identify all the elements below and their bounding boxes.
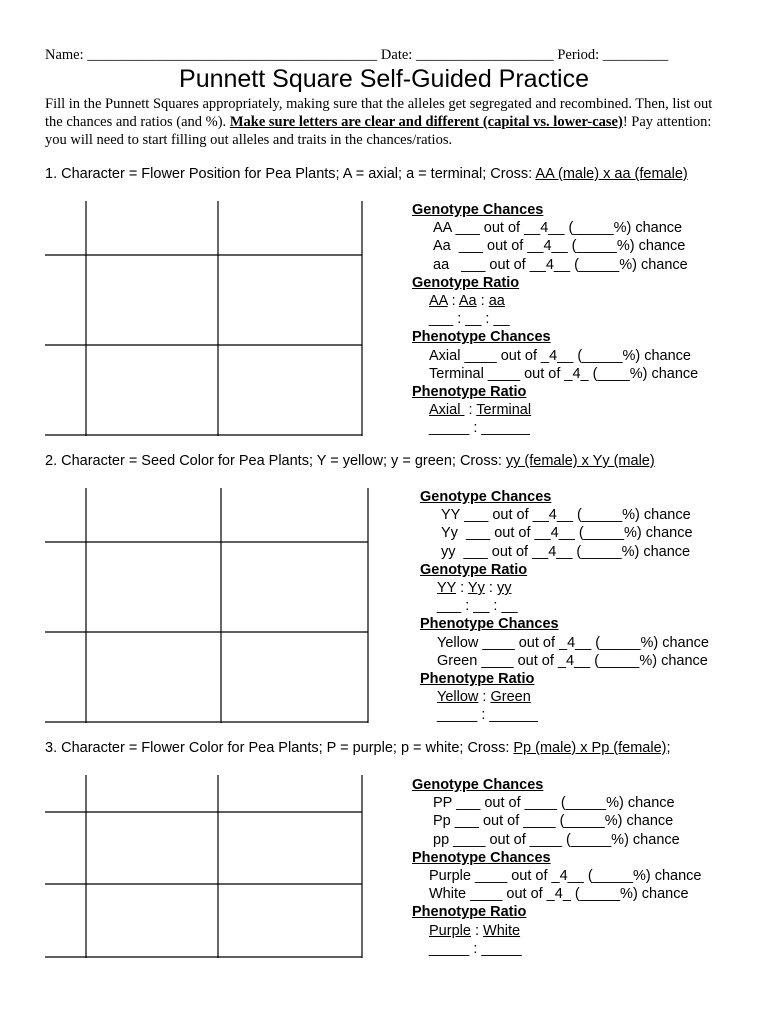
punnett-square-2[interactable]: [44, 487, 370, 725]
phenotype-ratio-labels: Yellow : Green: [437, 689, 531, 706]
phenotype-ratio-labels: Purple : White: [429, 922, 521, 939]
phenotype-chances-heading: Phenotype Chances: [412, 849, 551, 866]
name-label: Name:: [45, 47, 84, 63]
genotype-row[interactable]: aa ___ out of __4__ (_____%) chance: [433, 256, 688, 273]
phenotype-ratio-labels: Axial : Terminal: [429, 402, 532, 419]
question-3-answers: [412, 776, 701, 958]
phenotype-chances-heading: Phenotype Chances: [412, 329, 551, 346]
question-3-prompt: [45, 740, 671, 756]
question-2-prompt: [45, 453, 655, 469]
genotype-ratio-labels: YY : Yy : yy: [437, 580, 512, 597]
ratio-label: White: [483, 922, 521, 939]
period-label: Period:: [557, 47, 600, 63]
question-3-text: 3. Character = Flower Color for Pea Plants; P = purple; p = white; Cross:: [45, 740, 514, 756]
genotype-ratio-blank[interactable]: ___ : __ : __: [437, 598, 518, 615]
date-field[interactable]: ___________________: [415, 47, 554, 63]
phenotype-row[interactable]: White ____ out of _4_ (_____%) chance: [429, 886, 689, 903]
phenotype-ratio-heading: Phenotype Ratio: [412, 384, 527, 401]
phenotype-row[interactable]: Axial ____ out of _4__ (_____%) chance: [429, 347, 691, 364]
period-field[interactable]: _________: [602, 47, 669, 63]
genotype-row[interactable]: Aa ___ out of __4__ (_____%) chance: [433, 238, 686, 255]
phenotype-chances-heading: Phenotype Chances: [420, 616, 559, 633]
phenotype-ratio-blank[interactable]: _____ : _____: [429, 940, 522, 957]
question-1-text: 1. Character = Flower Position for Pea Plants; A = axial; a = terminal; Cross:: [45, 166, 536, 182]
genotype-ratio-heading: Genotype Ratio: [420, 561, 528, 578]
question-1-cross: AA (male) x aa (female): [535, 166, 688, 182]
instructions-text-1: Fill in the Punnett Squares appropriately, making sure that the alleles get segregated and recombined. Then, list out the chances and ratios (and %).: [45, 96, 713, 130]
instructions-emphasis: Make sure letters are clear and different (capital vs. lower-case): [229, 114, 623, 130]
genotype-ratio-labels: AA : Aa : aa: [429, 293, 505, 310]
punnett-square-3[interactable]: [44, 774, 364, 960]
genotype-row[interactable]: Pp ___ out of ____ (_____%) chance: [433, 813, 674, 830]
phenotype-ratio-heading: Phenotype Ratio: [420, 671, 535, 688]
question-1-answers: [412, 201, 698, 438]
ratio-label: Yellow: [437, 689, 479, 706]
instructions: [45, 95, 730, 149]
question-3-cross: Pp (male) x Pp (female): [513, 740, 667, 756]
ratio-label: Yy: [467, 580, 485, 597]
phenotype-row[interactable]: Yellow ____ out of _4__ (_____%) chance: [437, 634, 709, 651]
ratio-label: Axial: [429, 402, 465, 419]
ratio-label: AA: [429, 293, 448, 310]
ratio-label: Terminal: [476, 402, 532, 419]
ratio-label: Purple: [429, 922, 471, 939]
phenotype-ratio-blank[interactable]: _____ : ______: [437, 707, 538, 724]
genotype-chances-heading: Genotype Chances: [412, 777, 544, 793]
question-2-text: 2. Character = Seed Color for Pea Plants; Y = yellow; y = green; Cross:: [45, 453, 506, 469]
ratio-label: aa: [488, 293, 505, 310]
question-2-cross: yy (female) x Yy (male): [505, 453, 655, 469]
genotype-row[interactable]: pp ____ out of ____ (_____%) chance: [433, 831, 680, 848]
genotype-row[interactable]: Yy ___ out of __4__ (_____%) chance: [441, 525, 693, 542]
phenotype-ratio-blank[interactable]: _____ : ______: [429, 420, 530, 437]
date-label: Date:: [380, 47, 413, 63]
genotype-row[interactable]: AA ___ out of __4__ (_____%) chance: [433, 220, 683, 237]
genotype-ratio-heading: Genotype Ratio: [412, 274, 520, 291]
genotype-row[interactable]: YY ___ out of __4__ (_____%) chance: [441, 507, 691, 524]
ratio-label: Green: [490, 689, 531, 706]
genotype-row[interactable]: yy ___ out of __4__ (_____%) chance: [441, 543, 691, 560]
punnett-square-1[interactable]: [44, 200, 364, 438]
instructions-text-2: ! Pay attention: you will need to start filling out alleles and traits in the chances/ratios.: [45, 114, 712, 148]
page-title: Punnett Square Self-Guided Practice: [179, 65, 589, 93]
ratio-label: Aa: [458, 293, 477, 310]
question-3-end: ;: [666, 740, 671, 756]
phenotype-row[interactable]: Terminal ____ out of _4_ (____%) chance: [429, 365, 699, 382]
question-2-answers: [420, 488, 709, 725]
ratio-label: yy: [496, 580, 512, 597]
phenotype-row[interactable]: Purple ____ out of _4__ (_____%) chance: [429, 868, 702, 885]
question-1-prompt: [45, 166, 688, 182]
ratio-label: YY: [437, 580, 457, 597]
genotype-ratio-blank[interactable]: ___ : __ : __: [429, 311, 510, 328]
phenotype-ratio-heading: Phenotype Ratio: [412, 904, 527, 921]
genotype-chances-heading: Genotype Chances: [412, 202, 544, 218]
genotype-row[interactable]: PP ___ out of ____ (_____%) chance: [433, 795, 675, 812]
name-field[interactable]: ________________________________________: [87, 47, 378, 63]
genotype-chances-heading: Genotype Chances: [420, 489, 552, 505]
phenotype-row[interactable]: Green ____ out of _4__ (_____%) chance: [437, 652, 708, 669]
